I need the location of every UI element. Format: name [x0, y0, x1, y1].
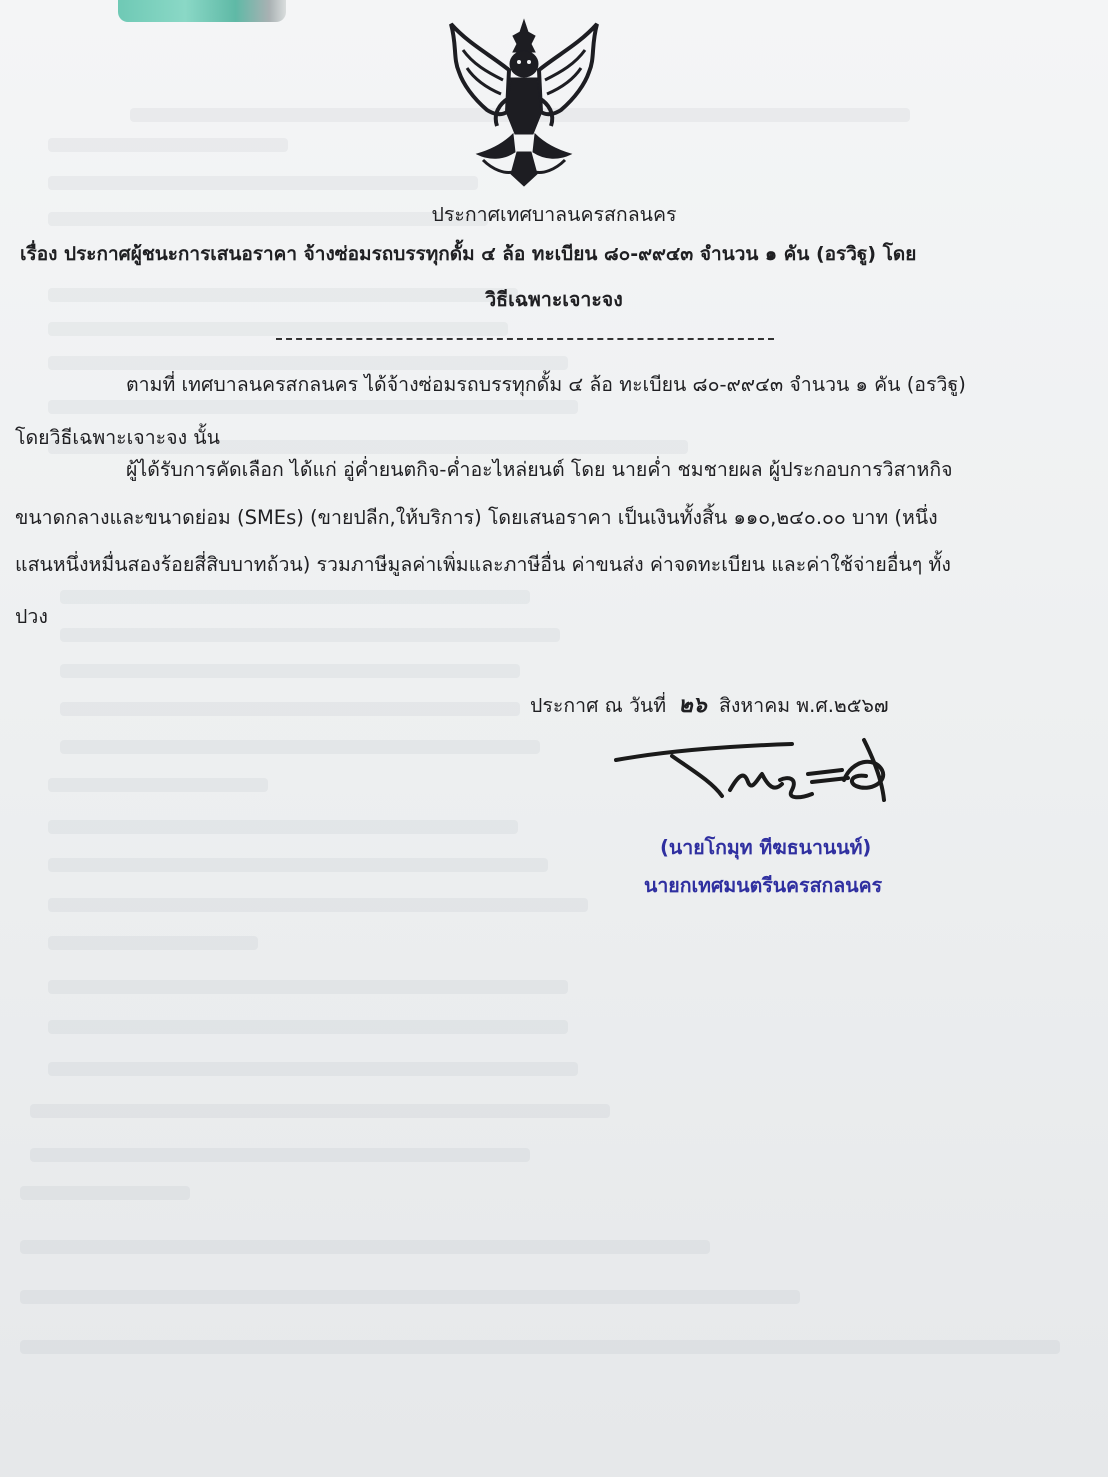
para2-line-1: ผู้ได้รับการคัดเลือก ได้แก่ อู่ค่ำยนตกิจ-ค่ำอะไหล่ยนต์ โดย นายค่ำ ชมชายผล ผู้ประกอบการวิสาหกิจ [126, 458, 953, 481]
para1-line-2: โดยวิธีเฉพาะเจาะจง นั้น [15, 426, 220, 449]
separator-rule [276, 338, 774, 340]
announce-month-year: สิงหาคม พ.ศ.๒๕๖๗ [718, 694, 889, 717]
signer-title: นายกเทศมนตรีนครสกลนคร [644, 874, 883, 897]
announce-day: ๒๖ [678, 692, 707, 718]
handwritten-signature [612, 720, 912, 810]
subject-line-2: วิธีเฉพาะเจาะจง [485, 288, 623, 311]
para2-line-2: ขนาดกลางและขนาดย่อม (SMEs) (ขายปลีก,ให้บริการ) โดยเสนอราคา เป็นเงินทั้งสิ้น ๑๑๐,๒๔๐.๐๐ บาท (หนึ่ง [15, 506, 938, 529]
announce-prefix: ประกาศ ณ วันที่ [530, 694, 667, 717]
announce-date [530, 694, 889, 716]
signer-name: (นายโกมุท ทีฆธนานนท์) [660, 836, 872, 859]
para2-line-4: ปวง [15, 605, 48, 628]
document-header-title: ประกาศเทศบาลนครสกลนคร [431, 203, 677, 226]
paper-clip-object [118, 0, 286, 22]
garuda-emblem-icon [443, 14, 605, 192]
para2-line-3: แสนหนึ่งหมื่นสองร้อยสี่สิบบาทถ้วน) รวมภาษีมูลค่าเพิ่มและภาษีอื่น ค่าขนส่ง ค่าจดทะเบียน และค่าใช้จ่ายอื่นๆ ทั้ง [15, 553, 951, 576]
para1-line-1: ตามที่ เทศบาลนครสกลนคร ได้จ้างซ่อมรถบรรทุกดั้ม ๔ ล้อ ทะเบียน ๘๐-๙๙๔๓ จำนวน ๑ คัน (อรวิฐู) [126, 373, 966, 396]
subject-line-1: เรื่อง ประกาศผู้ชนะการเสนอราคา จ้างซ่อมรถบรรทุกดั้ม ๔ ล้อ ทะเบียน ๘๐-๙๙๔๓ จำนวน ๑ คัน (อรวิฐู) โดย [20, 243, 917, 265]
